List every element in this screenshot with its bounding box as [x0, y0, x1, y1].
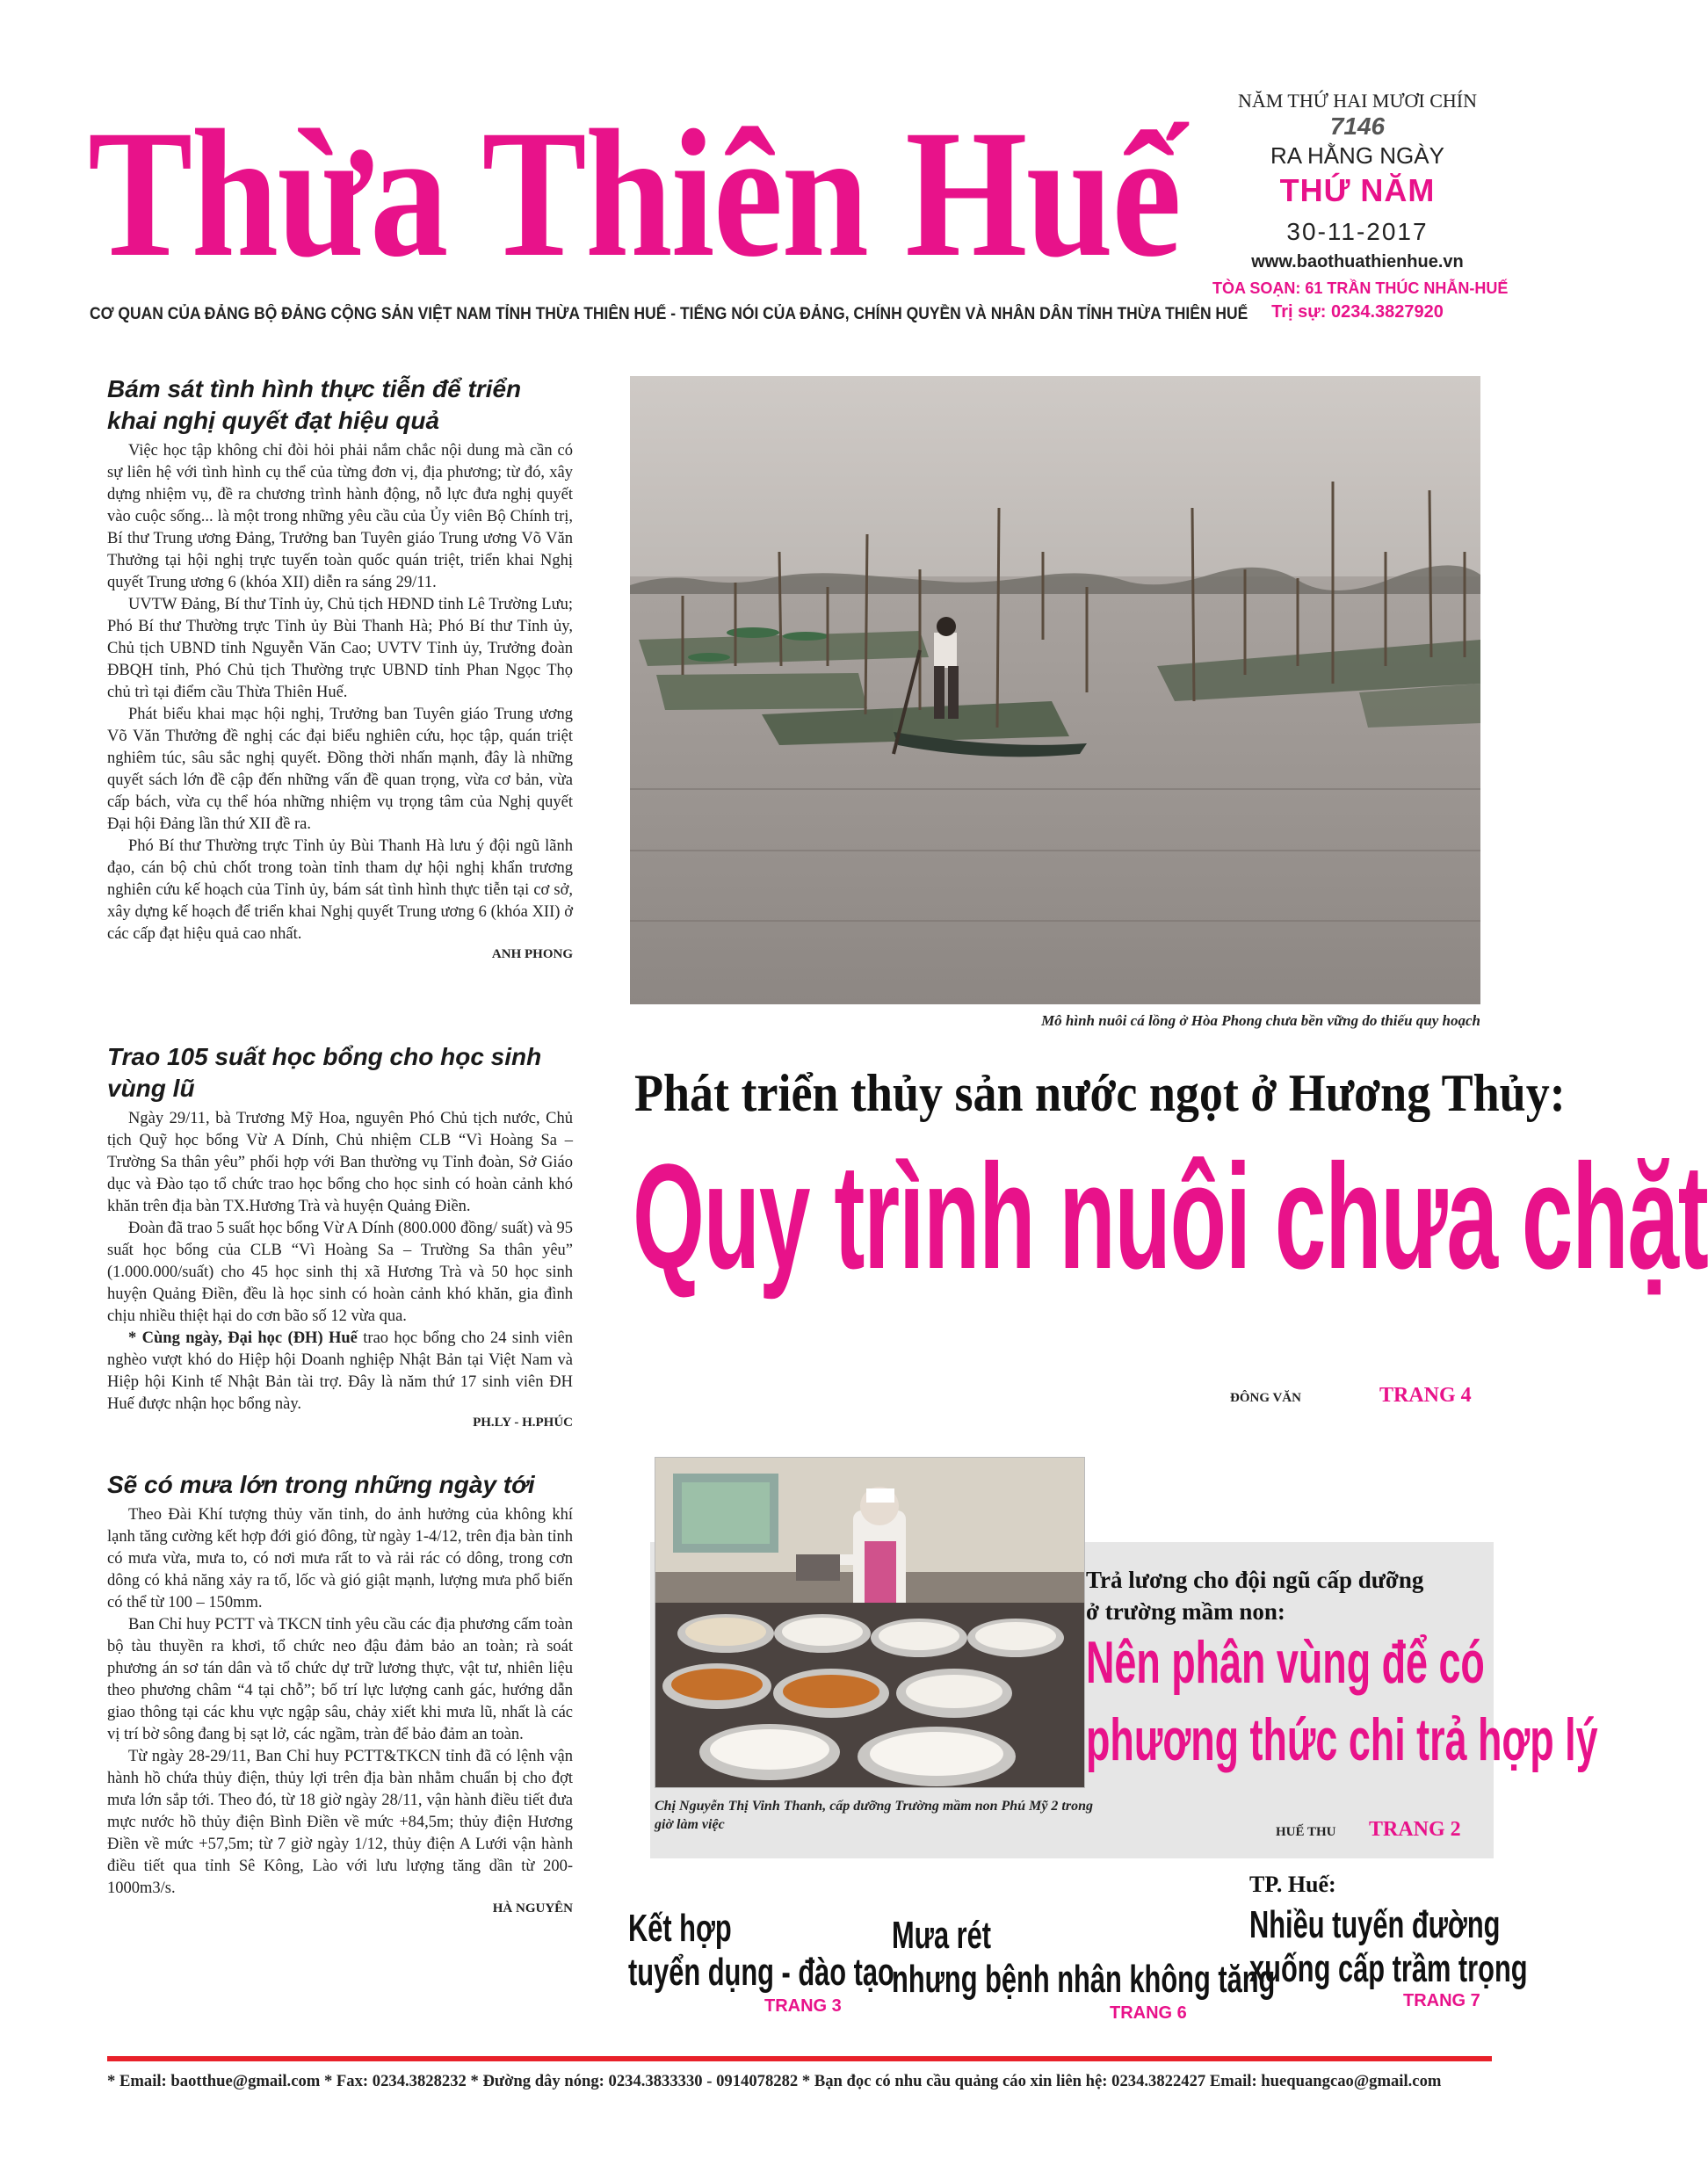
- paragraph: [107, 1328, 573, 1416]
- article-scholarship: [107, 1041, 573, 1430]
- footer-contact: * Email: baotthue@gmail.com * Fax: 0234.3828232 * Đường dây nóng: 0234.3833330 - 0914078282 * Bạn đọc có nhu cầu quảng cáo xin liên hệ: 0234.3822427 Email: huequangcao@gmail.com: [107, 2072, 1442, 2090]
- paragraph: Ngày 29/11, bà Trương Mỹ Hoa, nguyên Phó Chủ tịch nước, Chủ tịch Quỹ học bổng Vừ A Dính, Chủ nhiệm CLB “Vì Hoàng Sa – Trường Sa thân yêu” phối hợp với Ban thường vụ Tỉnh đoàn, Sở Giáo dục và Đào tạo tổ chức trao học bổng cho học sinh có hoàn cảnh khó khăn trên địa bàn TX.Hương Trà và huyện Quảng Điền.: [107, 1110, 573, 1215]
- paragraph: UVTW Đảng, Bí thư Tỉnh ủy, Chủ tịch HĐND tỉnh Lê Trường Lưu; Phó Bí thư Thường trực Tỉnh ủy Bùi Thanh Hà; Phó Bí thư Tỉnh ủy, Chủ tịch UBND tỉnh Nguyễn Văn Cao; UVTV Tỉnh ủy, Trưởng đoàn ĐBQH tỉnh, Phó Chủ tịch Thường trực UBND tỉnh Phan Ngọc Thọ chủ trì tại điểm cầu Thừa Thiên Huế.: [107, 596, 573, 701]
- article-byline: ANH PHONG: [491, 947, 573, 961]
- teaser-headline-line: Nên phân vùng để có: [1086, 1629, 1485, 1696]
- paragraph: Từ ngày 28-29/11, Ban Chỉ huy PCTT&TKCN tỉnh đã có lệnh vận hành hồ chứa thủy điện, thủy lợi trên địa bàn nhằm chuẩn bị cho đợt mưa lớn sắp tới. Theo đó, từ 18 giờ ngày 28/11, vận hành điều tiết đưa mực nước hồ thủy điện Bình Điền về mức +84,5m; thủy điện Hương Điền về mức +57,5m; từ 7 giờ ngày 1/12, thủy điện A Lưới vận hành điều tiết qua tỉnh Sê Kông, Lào với lưu lượng tăng dần từ 200-1000m3/s.: [107, 1748, 573, 1897]
- teaser-kicker[interactable]: [1086, 1564, 1490, 1627]
- paragraph-rest: trao học bổng cho 24 sinh viên nghèo vượt khó do Hiệp hội Doanh nghiệp Nhật Bản tại Việt Nam và Hiệp hội Kinh tế Nhật Bản tài trợ. Đây là năm thứ 17 sinh viên ĐH Huế được nhận học bổng này.: [107, 1329, 573, 1413]
- article-rain-forecast: [107, 1469, 573, 1916]
- bottom-teaser-recruitment[interactable]: [628, 1907, 892, 2017]
- article-byline: HÀ NGUYÊN: [492, 1901, 573, 1916]
- paragraph: Phó Bí thư Thường trực Tỉnh ủy Bùi Thanh Hà lưu ý đội ngũ lãnh đạo, cán bộ chủ chốt trong toàn tỉnh tham dự hội nghị khẩn trương nghiên cứu kế hoạch của Tỉnh ủy, bám sát tình hình thực tiễn tại cơ sở, xây dựng kế hoạch để triển khai Nghị quyết Trung ương 6 (khóa XII) ở các cấp đạt hiệu quả cao nhất.: [107, 837, 573, 943]
- lead-story-page-ref[interactable]: TRANG 4: [1379, 1384, 1472, 1407]
- paragraph: Ban Chỉ huy PCTT và TKCN tỉnh yêu cầu các địa phương cấm toàn bộ tàu thuyền ra khơi, tổ chức neo đậu đảm bảo an toàn; rà soát phương án sơ tán dân và tổ chức dự trữ lương thực, vật tư, nhiên liệu theo phương châm “4 tại chỗ”; bố trí lực lượng canh gác, hướng dẫn giao thông tại các khu vực ngập sâu, chảy xiết khi mưa lũ, nhất là các vị trí bờ sông đang bị sạt lở, các ngầm, tràn để bảo đảm an toàn.: [107, 1616, 573, 1743]
- article-body: [107, 440, 573, 945]
- paragraph: Đoàn đã trao 5 suất học bổng Vừ A Dính (800.000 đồng/ suất) và 95 suất học bổng của CLB “Vì Hoàng Sa – Trường Sa thân yêu” (1.000.000/suất) cho 45 học sinh thị xã Hương Trà và 50 học sinh huyện Quảng Điền, đều là học sinh có hoàn cảnh khó khăn, gia đình chịu nhiều thiệt hại do cơn bão số 12 vừa qua.: [107, 1220, 573, 1325]
- issue-date: 30-11-2017: [1286, 218, 1429, 245]
- bottom-teaser-line: Nhiều tuyến đường: [1249, 1903, 1501, 1946]
- lake-photo-image: [630, 376, 1480, 1004]
- teaser-kicker-line: Trả lương cho đội ngũ cấp dưỡng: [1086, 1567, 1424, 1593]
- lead-story-headline[interactable]: Quy trình nuôi chưa chặt: [633, 1133, 1708, 1300]
- masthead-subtitle: CƠ QUAN CỦA ĐẢNG BỘ ĐẢNG CỘNG SẢN VIỆT NAM TỈNH THỪA THIÊN HUẾ - TIẾNG NÓI CỦA ĐẢNG, CHÍNH QUYỀN VÀ NHÂN DÂN TỈNH THỪA THIÊN HUẾ: [90, 305, 1248, 323]
- publication-frequency: RA HẰNG NGÀY: [1270, 142, 1444, 169]
- lead-story-kicker[interactable]: Phát triển thủy sản nước ngọt ở Hương Thủy:: [634, 1064, 1566, 1122]
- teaser-author: HUẾ THU: [1276, 1825, 1336, 1839]
- paragraph-lead: * Cùng ngày, Đại học (ĐH) Huế: [128, 1329, 358, 1347]
- website-link[interactable]: www.baothuathienhue.vn: [1251, 252, 1464, 272]
- bottom-teaser-line: Kết hợp: [628, 1907, 732, 1950]
- paragraph: Phát biểu khai mạc hội nghị, Trưởng ban Tuyên giáo Trung ương Võ Văn Thưởng đề nghị các đại biểu nghiên cứu, học tập, quán triệt nghiêm túc, sâu sắc nghị quyết. Đồng thời nhấn mạnh, đây là những quyết sách lớn đề cập đến những vấn đề quan trọng, vừa cơ bản, vừa cấp bách, vừa cụ thể hóa những nhiệm vụ trọng tâm của Nghị quyết Đại hội Đảng lần thứ XII đề ra.: [107, 706, 573, 833]
- kitchen-photo-image: [655, 1458, 1084, 1787]
- footer-rule: [107, 2056, 1492, 2061]
- bottom-teaser-page-ref[interactable]: TRANG 7: [1403, 1991, 1480, 2010]
- bottom-teaser-line: Mưa rét: [892, 1914, 992, 1957]
- teaser-headline[interactable]: [1086, 1624, 1598, 1778]
- kitchen-worker-photo[interactable]: [655, 1457, 1085, 1788]
- bottom-teaser-kicker: TP. Huế:: [1249, 1872, 1336, 1897]
- fish-cage-lake-photo[interactable]: [630, 376, 1480, 1004]
- weekday: THỨ NĂM: [1279, 172, 1436, 208]
- publication-year: NĂM THỨ HAI MƯƠI CHÍN: [1237, 90, 1478, 112]
- bottom-teaser-line: tuyển dụng - đào tạo: [628, 1951, 894, 1994]
- teaser-page-ref[interactable]: TRANG 2: [1369, 1818, 1461, 1841]
- photo-caption: Chị Nguyễn Thị Vinh Thanh, cấp dưỡng Trường mầm non Phú Mỹ 2 trong giờ làm việc: [655, 1799, 1093, 1832]
- bottom-teaser-line: xuống cấp trầm trọng: [1249, 1947, 1528, 1990]
- teaser-headline-line: phương thức chi trả hợp lý: [1086, 1706, 1598, 1773]
- article-body: [107, 1504, 573, 1900]
- bottom-teaser-page-ref[interactable]: TRANG 3: [764, 1996, 842, 2016]
- teaser-kicker-line: ở trường mầm non:: [1086, 1598, 1285, 1625]
- newspaper-masthead: Thừa Thiên Huế: [88, 92, 1181, 294]
- article-title[interactable]: Sẽ có mưa lớn trong những ngày tới: [107, 1471, 535, 1498]
- article-body: [107, 1108, 573, 1416]
- paragraph: Theo Đài Khí tượng thủy văn tỉnh, do ảnh hưởng của không khí lạnh tăng cường kết hợp đới gió đông, từ ngày 1-4/12, trên địa bàn tỉnh có mưa vừa, mưa to, có nơi mưa rất to và rải rác có dông, trong cơn dông có khả năng xảy ra tố, lốc và gió giật mạnh, lượng mưa phổ biến có thể từ 100 – 150mm.: [107, 1506, 573, 1611]
- paragraph: Việc học tập không chỉ đòi hỏi phải nắm chắc nội dung mà cần có sự liên hệ với tình hình cụ thể của từng đơn vị, địa phương; từ đó, xây dựng nhiệm vụ, đề ra chương trình hành động, nỗ lực đưa nghị quyết vào cuộc sống... là một trong những yêu cầu của Ủy viên Bộ Chính trị, Bí thư Trung ương Đảng, Trưởng ban Tuyên giáo Trung ương Võ Văn Thưởng tại hội nghị trực tuyến toàn quốc quán triệt, triển khai Nghị quyết Trung ương 6 (khóa XII) diễn ra sáng 29/11.: [107, 442, 573, 591]
- article-title[interactable]: Bám sát tình hình thực tiễn để triển khai nghị quyết đạt hiệu quả: [107, 375, 522, 434]
- article-byline: PH.LY - H.PHÚC: [473, 1416, 573, 1430]
- article-resolution: [107, 373, 573, 962]
- article-title[interactable]: Trao 105 suất học bổng cho học sinh vùng lũ: [107, 1043, 542, 1102]
- photo-caption: Mô hình nuôi cá lồng ở Hòa Phong chưa bền vững do thiếu quy hoạch: [1041, 1012, 1480, 1029]
- bottom-teaser-roads[interactable]: [1249, 1872, 1528, 2011]
- bottom-teaser-cold-weather[interactable]: [892, 1914, 1276, 2024]
- issue-number: 7146: [1329, 112, 1386, 140]
- office-address: TÒA SOẠN: 61 TRẦN THÚC NHẪN-HUẾ: [1212, 279, 1509, 297]
- office-phone: Trị sự: 0234.3827920: [1271, 302, 1444, 322]
- bottom-teaser-page-ref[interactable]: TRANG 6: [1110, 2003, 1187, 2023]
- bottom-teaser-line: nhưng bệnh nhân không tăng: [892, 1958, 1276, 2001]
- lead-story-author: ĐÔNG VĂN: [1230, 1391, 1301, 1405]
